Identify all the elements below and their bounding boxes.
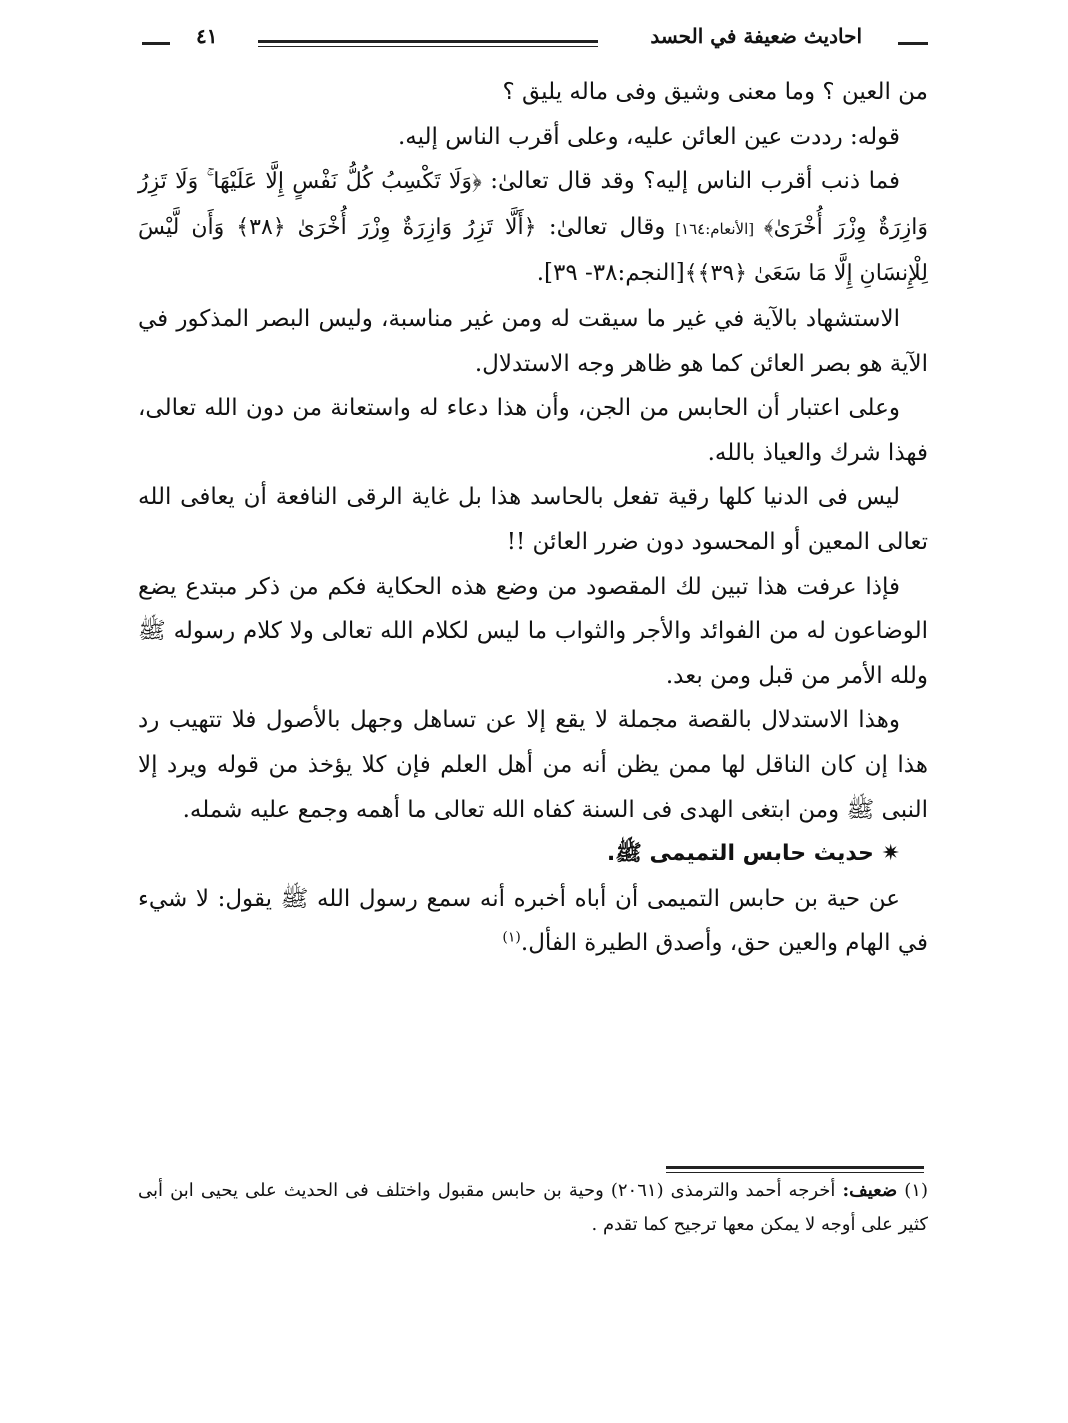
quran-verse-2: ﴿أَلَّا تَزِرُ وَازِرَةٌ وِزْرَ أُخْرَىٰ ﴿٣٨﴾ وَأَن لَّيْسَ لِلْإِنسَانِ إِلَّا مَا سَعَىٰ ﴿٣٩﴾﴾ [138,214,928,287]
paragraph-3-text-b: وقال تعالىٰ: [536,213,666,240]
header-dash-left [142,42,170,45]
paragraph-2: قوله: رددت عين العائن عليه، وعلى أقرب الناس إليه. [397,123,900,150]
paragraph-6: ليس فى الدنيا كلها رقية تفعل بالحاسد هذا بل غاية الرقى النافعة أن يعافى الله تعالى المعين أو المحسود دون ضرر العائن !! [138,484,928,555]
paragraph-7: فإذا عرفت هذا تبين لك المقصود من وضع هذه الحكاية فكم من ذكر مبتدع يضع الوضاعون له من الفوائد والأجر والثواب ما ليس لكلام الله تعالى ولا كلام رسوله ﷺ ولله الأمر من قبل ومن بعد. [138,573,928,689]
paragraph-3-text-a: فما ذنب أقرب الناس إليه؟ وقد قال تعالىٰ: [481,168,900,195]
paragraph-9 [138,877,928,966]
paragraph-5: وعلى اعتبار أن الحابس من الجن، وأن هذا دعاء له واستعانة من دون الله تعالى، فهذا شرك والعياذ بالله. [138,395,928,466]
footnote-text: أخرجه أحمد والترمذى (٢٠٦١) وحية بن حابس مقبول واختلف فى الحديث على يحيى ابن أبى كثير على أوجه لا يمكن معها ترجيح كما تقدم . [138,1180,928,1235]
footnote [138,1174,928,1242]
footnote-label: ضعيف: [842,1180,898,1201]
quran-reference-1: [الأنعام:١٦٤] [665,219,764,238]
footnote-marker: (١) [904,1180,928,1201]
running-header [140,18,930,58]
quran-verse-1: ﴿وَلَا تَكْسِبُ كُلُّ نَفْسٍ إِلَّا عَلَيْهَا ۚ وَلَا تَزِرُ وَازِرَةٌ وِزْرَ أُخْرَىٰ﴾ [138,169,929,240]
header-rule [258,40,598,43]
paragraph-3 [138,159,928,297]
paragraph-9-text: عن حية بن حابس التميمى أن أباه أخبره أنه سمع رسول الله ﷺ يقول: لا شيء في الهام والعين حق، وأصدق الطيرة الفأل. [138,885,928,957]
paragraph-4: الاستشهاد بالآية في غير ما سيقت له ومن غير مناسبة، وليس البصر المذكور في الآية هو بصر العائن كما هو ظاهر وجه الاستدلال. [138,305,928,377]
paragraph-1: من العين ؟ وما معنى وشيق وفى ماله يليق ؟ [502,79,928,105]
paragraph-8: وهذا الاستدلال بالقصة مجملة لا يقع إلا عن تساهل وجهل بالأصول فلا تتهيب رد هذا إن كان الناقل لها ممن يظن أنه من أهل العلم فإن كلا يؤخذ من قوله ويرد إلا النبى ﷺ ومن ابتغى الهدى فى السنة كفاه الله تعالى ما أهمه وجمع عليه شمله. [138,707,928,823]
page-number: ٤١ [196,24,218,48]
section-heading: ✷ حديث حابس التميمى ﷺ. [606,841,900,867]
footnote-reference: (١) [502,929,521,946]
quran-reference-2: [النجم:٣٨- ٣٩]. [536,260,685,287]
footnote-1 [138,1174,928,1242]
header-dash-right [898,42,928,45]
footnote-separator [666,1166,924,1169]
header-title: احاديث ضعيفة في الحسد [650,24,862,48]
main-text [138,70,928,966]
